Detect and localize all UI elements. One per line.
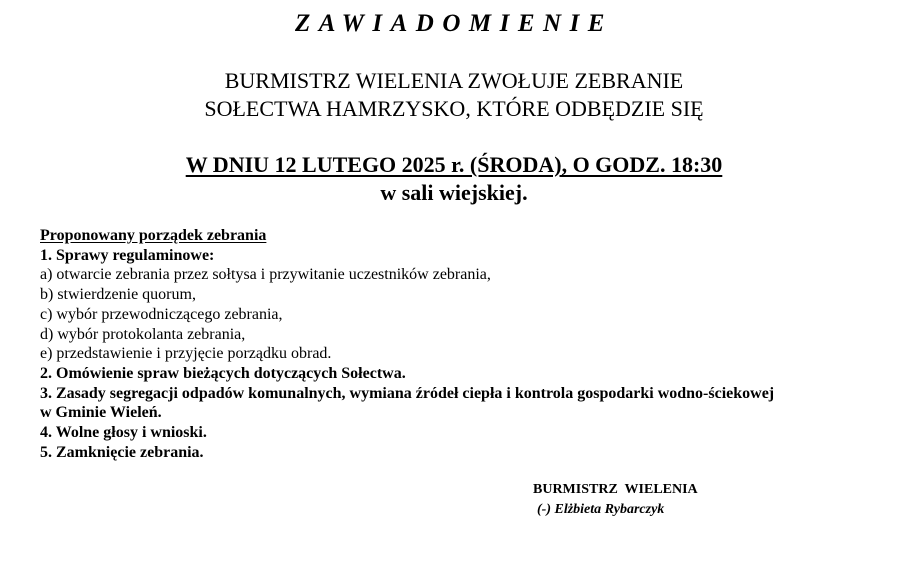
agenda-section: [40, 226, 900, 462]
signature-role: BURMISTRZ WIELENIA: [533, 482, 698, 497]
agenda-subitem: a) otwarcie zebrania przez sołtysa i przywitanie uczestników zebrania,: [40, 266, 491, 284]
agenda-item: 4. Wolne głosy i wnioski.: [40, 424, 207, 442]
agenda-item: 3. Zasady segregacji odpadów komunalnych, wymiana źródeł ciepła i kontrola gospodarki wodno-ściekowej: [40, 384, 775, 402]
agenda-subitem: e) przedstawienie i przyjęcie porządku obrad.: [40, 345, 332, 363]
meeting-date-line: [0, 151, 908, 179]
agenda-item: 2. Omówienie spraw bieżących dotyczących Sołectwa.: [40, 364, 406, 382]
meeting-date-text: W DNIU 12 LUTEGO 2025 r. (ŚRODA), O GODZ. 18:30: [185, 152, 723, 177]
agenda-item-continuation: w Gminie Wieleń.: [40, 404, 162, 422]
agenda-subitem: d) wybór protokolanta zebrania,: [40, 325, 246, 343]
notice-subtitle-line-2: SOŁECTWA HAMRZYSKO, KTÓRE ODBĘDZIE SIĘ: [204, 96, 704, 121]
agenda-subitem: b) stwierdzenie quorum,: [40, 286, 196, 304]
signature-block: [533, 480, 698, 520]
agenda-subitem: c) wybór przewodniczącego zebrania,: [40, 305, 283, 323]
agenda-item: 1. Sprawy regulaminowe:: [40, 246, 215, 264]
agenda-item: 5. Zamknięcie zebrania.: [40, 443, 204, 461]
meeting-place-line: w sali wiejskiej.: [380, 180, 528, 205]
notice-subtitle-line-1: BURMISTRZ WIELENIA ZWOŁUJE ZEBRANIE: [224, 68, 684, 93]
notice-title: ZAWIADOMIENIE: [295, 10, 613, 37]
agenda-heading: Proponowany porządek zebrania: [40, 227, 267, 244]
signature-name: (-) Elżbieta Rybarczyk: [537, 502, 665, 517]
